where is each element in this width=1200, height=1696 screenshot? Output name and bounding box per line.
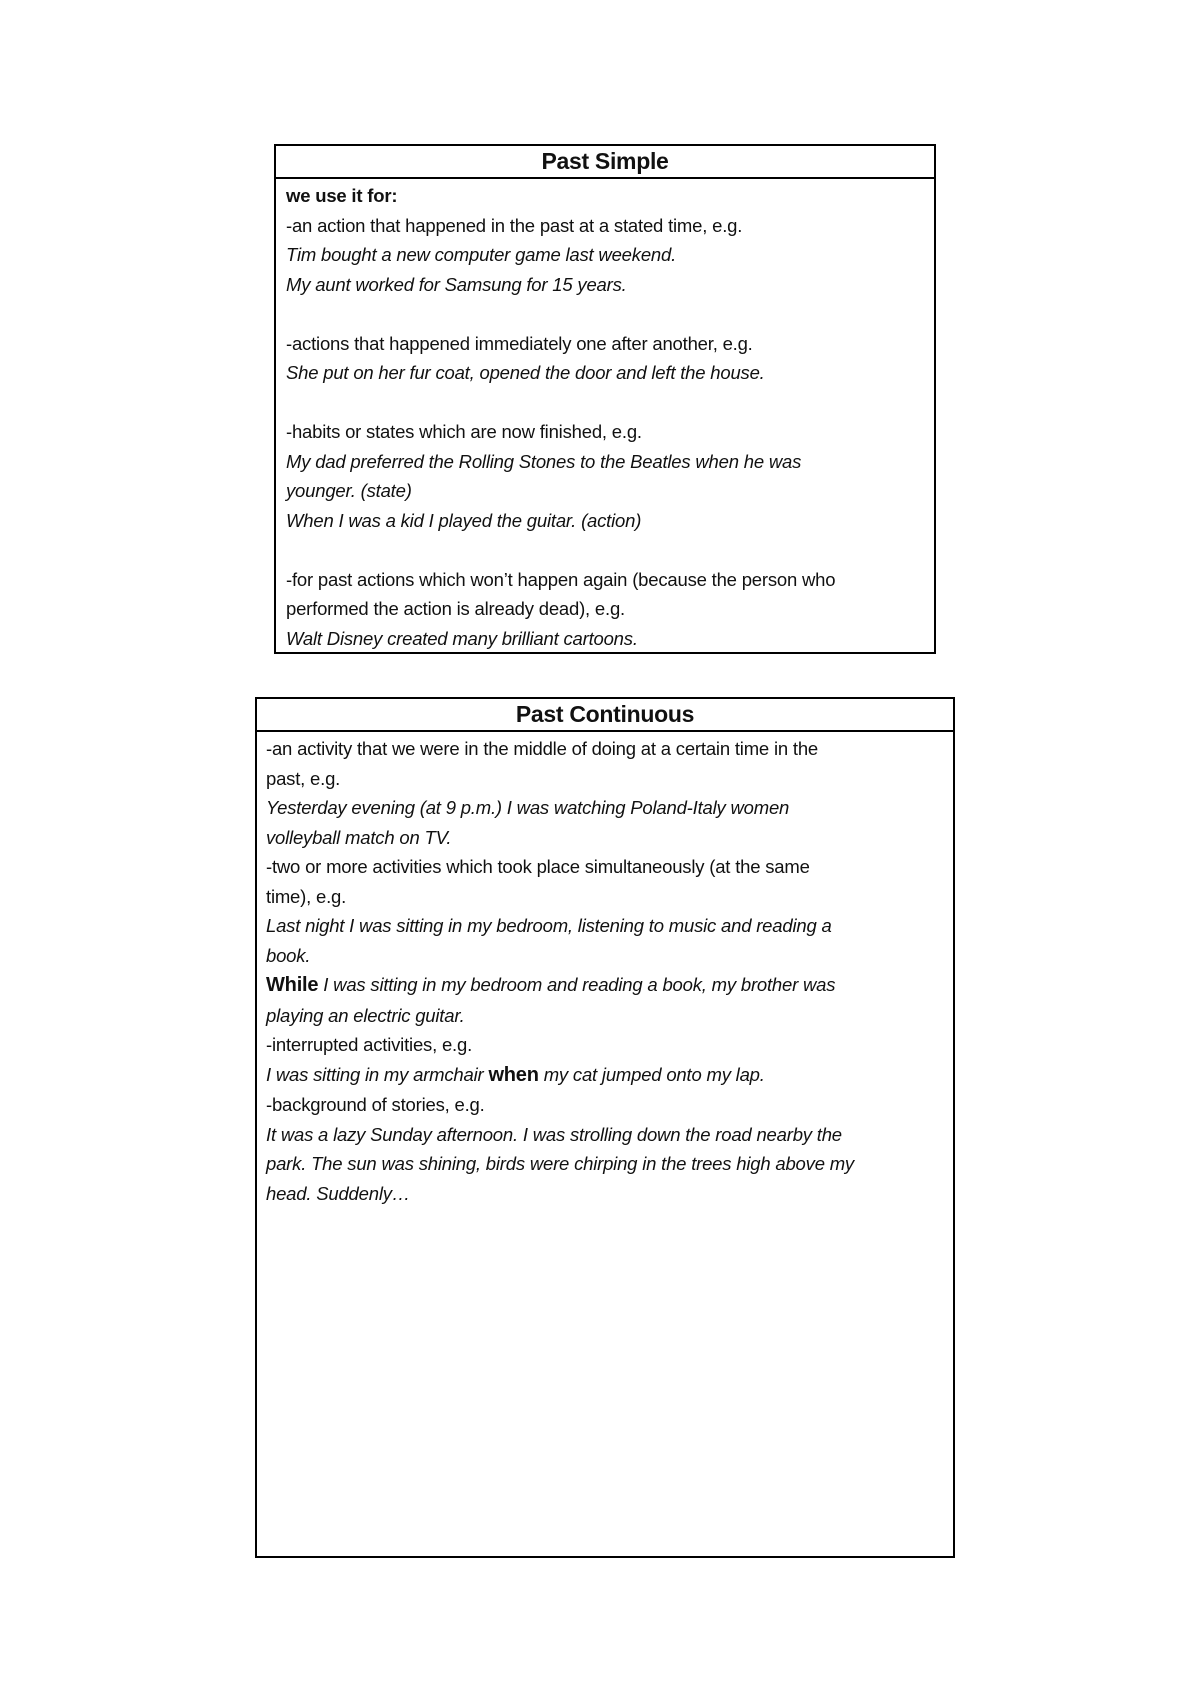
past-continuous-rule-1-line2: past, e.g. [266,767,341,789]
past-simple-rule-4-line2: performed the action is already dead), e.g. [286,598,625,619]
example-text: I was sitting in my armchair [266,1063,489,1085]
example-text: I was sitting in my bedroom and reading a book, my brother was [318,974,836,995]
past-simple-box [274,144,936,654]
past-continuous-title: Past Continuous [257,699,953,732]
past-continuous-body [257,732,953,1208]
past-continuous-example-2a-line2: book. [266,944,311,966]
keyword-when: when [488,1063,539,1086]
spacer [286,299,924,329]
past-continuous-rule-4: -background of stories, e.g. [266,1094,485,1115]
past-simple-example-4a: Walt Disney created many brilliant cartoons. [286,627,638,649]
example-text: my cat jumped onto my lap. [538,1063,765,1085]
past-continuous-example-4-line1: It was a lazy Sunday afternoon. I was strolling down the road nearby the [266,1123,842,1145]
past-continuous-example-3 [266,1060,943,1091]
past-continuous-example-4-line2: park. The sun was shining, birds were chirping in the trees high above my [266,1153,854,1174]
past-continuous-rule-1-line1: -an activity that we were in the middle of doing at a certain time in the [266,738,818,759]
past-continuous-example-2b-line2: playing an electric guitar. [266,1004,465,1026]
past-simple-rule-2: -actions that happened immediately one after another, e.g. [286,332,753,354]
past-continuous-rule-2-line2: time), e.g. [266,885,347,907]
past-continuous-example-4-line3: head. Suddenly… [266,1182,411,1204]
past-continuous-rule-3: -interrupted activities, e.g. [266,1034,473,1055]
past-simple-rule-4-line1: -for past actions which won’t happen again (because the person who [286,568,836,590]
past-simple-rule-1: -an action that happened in the past at a stated time, e.g. [286,214,743,236]
past-simple-example-1a: Tim bought a new computer game last weekend. [286,244,677,265]
past-continuous-example-1-line2: volleyball match on TV. [266,826,452,848]
past-simple-intro: we use it for: [286,185,398,206]
past-simple-example-2a: She put on her fur coat, opened the door and left the house. [286,362,765,383]
past-simple-example-3b: When I was a kid I played the guitar. (action) [286,509,642,531]
spacer [286,535,924,565]
past-simple-body [276,179,934,653]
past-continuous-rule-2-line1: -two or more activities which took place simultaneously (at the same [266,856,810,877]
past-simple-example-3a-line2: younger. (state) [286,480,412,501]
past-continuous-example-1-line1: Yesterday evening (at 9 p.m.) I was watching Poland-Italy women [266,797,790,818]
keyword-while: While [266,974,319,996]
past-simple-rule-3: -habits or states which are now finished, e.g. [286,421,642,442]
past-simple-example-3a-line1: My dad preferred the Rolling Stones to the Beatles when he was [286,450,802,472]
past-simple-title: Past Simple [276,146,934,179]
past-simple-example-1b: My aunt worked for Samsung for 15 years. [286,273,627,295]
past-continuous-example-2a-line1: Last night I was sitting in my bedroom, listening to music and reading a [266,915,832,936]
past-continuous-box [255,697,955,1558]
past-continuous-example-2b-line1 [266,970,943,1001]
spacer [286,388,924,418]
